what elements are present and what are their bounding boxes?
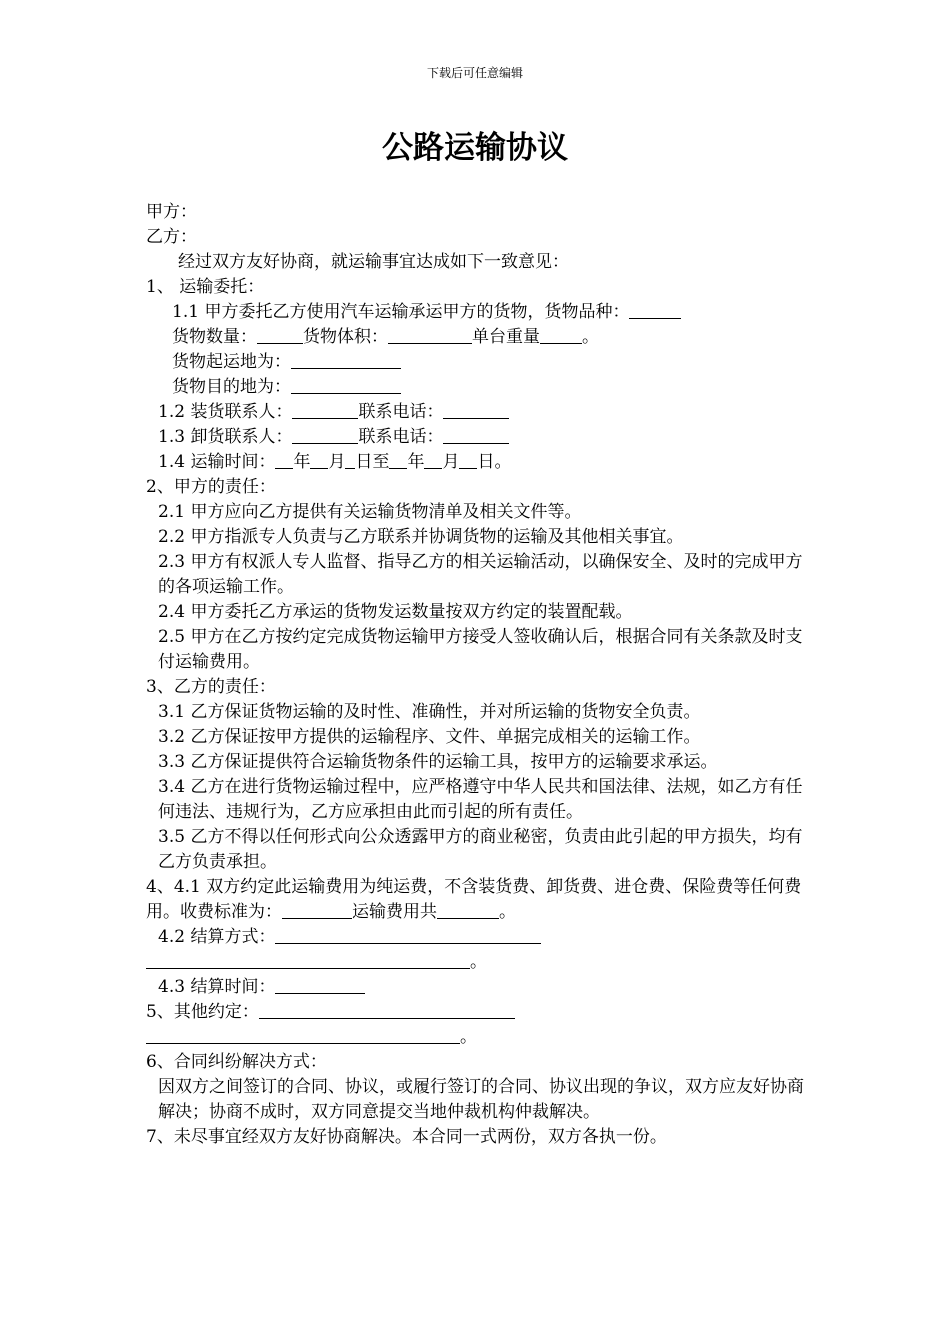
period-3: 。 <box>470 952 487 972</box>
settlement-method-label: 4.2 结算方式： <box>158 927 276 947</box>
unloading-phone-label: 联系电话： <box>358 427 444 447</box>
party-b-line: 乙方： <box>146 227 197 247</box>
year-label: 年 <box>293 452 311 472</box>
settlement-time-label: 4.3 结算时间： <box>158 977 276 997</box>
other-terms-blank[interactable] <box>259 1001 515 1019</box>
end-day-blank[interactable] <box>459 451 477 469</box>
party-a-line: 甲方： <box>146 202 197 222</box>
end-month-blank[interactable] <box>424 451 442 469</box>
section-6-text: 因双方之间签订的合同、协议，或履行签订的合同、协议出现的争议，双方应友好协商解决；协商不成时，双方同意提交当地仲裁机构仲裁解决。 <box>158 1077 804 1122</box>
clause-3-2: 3.2 乙方保证按甲方提供的运输程序、文件、单据完成相关的运输工作。 <box>158 727 701 747</box>
section-6-heading: 6、合同纠纷解决方式： <box>146 1052 327 1072</box>
section-2-heading: 2、甲方的责任： <box>146 477 276 497</box>
transport-time-label: 1.4 运输时间： <box>158 452 276 472</box>
end-year-blank[interactable] <box>389 451 407 469</box>
cargo-volume-blank[interactable] <box>388 326 472 344</box>
year-label-2: 年 <box>407 452 425 472</box>
day-label-2: 日。 <box>477 452 512 472</box>
total-fee-label: 运输费用共 <box>352 902 437 922</box>
clause-1-1-line <box>146 300 810 325</box>
cargo-quantity-label: 货物数量： <box>172 327 257 347</box>
settlement-method-blank[interactable] <box>275 926 541 944</box>
clause-4-2-line <box>146 925 810 950</box>
unloading-phone-blank[interactable] <box>443 426 509 444</box>
fee-standard-blank[interactable] <box>282 901 352 919</box>
loading-contact-blank[interactable] <box>292 401 358 419</box>
destination-line <box>146 375 810 400</box>
start-year-blank[interactable] <box>275 451 293 469</box>
unit-weight-blank[interactable] <box>540 326 582 344</box>
destination-blank[interactable] <box>291 376 401 394</box>
clause-3-1: 3.1 乙方保证货物运输的及时性、准确性，并对所运输的货物安全负责。 <box>158 702 701 722</box>
month-label-2: 月 <box>442 452 460 472</box>
clause-4-1 <box>146 875 810 925</box>
page-header: 下载后可任意编辑 <box>426 66 523 80</box>
origin-blank[interactable] <box>291 351 401 369</box>
intro-paragraph: 经过双方友好协商，就运输事宜达成如下一致意见： <box>178 252 569 272</box>
clause-2-2: 2.2 甲方指派专人负责与乙方联系并协调货物的运输及其他相关事宜。 <box>158 527 684 547</box>
clause-3-4: 3.4 乙方在进行货物运输过程中，应严格遵守中华人民共和国法律、法规，如乙方有任何违法、违规行为，乙方应承担由此而引起的所有责任。 <box>158 777 803 822</box>
day-to-label: 日至 <box>355 452 390 472</box>
clause-1-1-quantities <box>146 325 810 350</box>
clause-2-5: 2.5 甲方在乙方按约定完成货物运输甲方接受人签收确认后，根据合同有关条款及时支付运输费用。 <box>158 627 803 672</box>
start-day-blank[interactable] <box>345 451 355 469</box>
settlement-time-blank[interactable] <box>275 976 365 994</box>
section-3-heading: 3、乙方的责任： <box>146 677 276 697</box>
loading-contact-label: 1.2 装货联系人： <box>158 402 293 422</box>
clause-4-2-continuation <box>146 950 810 975</box>
loading-phone-label: 联系电话： <box>358 402 444 422</box>
clause-4-3-line <box>146 975 810 1000</box>
unloading-contact-label: 1.3 卸货联系人： <box>158 427 293 447</box>
section-1-heading: 1、 运输委托： <box>146 277 265 297</box>
settlement-method-blank-2[interactable] <box>146 951 470 969</box>
total-fee-blank[interactable] <box>437 901 499 919</box>
clause-2-1: 2.1 甲方应向乙方提供有关运输货物清单及相关文件等。 <box>158 502 582 522</box>
clause-2-4: 2.4 甲方委托乙方承运的货物发运数量按双方约定的装置配载。 <box>158 602 633 622</box>
clause-2-3: 2.3 甲方有权派人专人监督、指导乙方的相关运输活动，以确保安全、及时的完成甲方的各项运输工作。 <box>158 552 803 597</box>
document-body <box>146 200 810 1150</box>
clause-1-4-line <box>146 450 810 475</box>
clause-3-5: 3.5 乙方不得以任何形式向公众透露甲方的商业秘密，负责由此引起的甲方损失，均有乙方负责承担。 <box>158 827 803 872</box>
clause-1-3-line <box>146 425 810 450</box>
period-4: 。 <box>460 1027 477 1047</box>
unit-weight-label: 单台重量 <box>472 327 540 347</box>
document-title: 公路运输协议 <box>382 130 568 166</box>
cargo-volume-label: 货物体积： <box>303 327 388 347</box>
origin-label: 货物起运地为： <box>172 352 291 372</box>
clause-3-3: 3.3 乙方保证提供符合运输货物条件的运输工具，按甲方的运输要求承运。 <box>158 752 718 772</box>
period-2: 。 <box>499 902 516 922</box>
period: 。 <box>582 327 599 347</box>
cargo-quantity-blank[interactable] <box>257 326 303 344</box>
other-terms-label: 5、其他约定： <box>146 1002 259 1022</box>
start-month-blank[interactable] <box>310 451 328 469</box>
origin-line <box>146 350 810 375</box>
section-7-text: 7、未尽事宜经双方友好协商解决。本合同一式两份，双方各执一份。 <box>146 1127 667 1147</box>
unloading-contact-blank[interactable] <box>292 426 358 444</box>
clause-1-1-text: 1.1 甲方委托乙方使用汽车运输承运甲方的货物，货物品种： <box>172 302 630 322</box>
other-terms-blank-2[interactable] <box>146 1026 460 1044</box>
loading-phone-blank[interactable] <box>443 401 509 419</box>
fee-standard-text: 4、4.1 双方约定此运输费用为纯运费，不含装货费、卸货费、进仓费、保险费等任何费用。收费标准为： <box>146 877 802 922</box>
section-5-line <box>146 1000 810 1025</box>
section-5-continuation <box>146 1025 810 1050</box>
clause-1-2-line <box>146 400 810 425</box>
destination-label: 货物目的地为： <box>172 377 291 397</box>
month-label: 月 <box>328 452 346 472</box>
cargo-type-blank[interactable] <box>629 301 681 319</box>
